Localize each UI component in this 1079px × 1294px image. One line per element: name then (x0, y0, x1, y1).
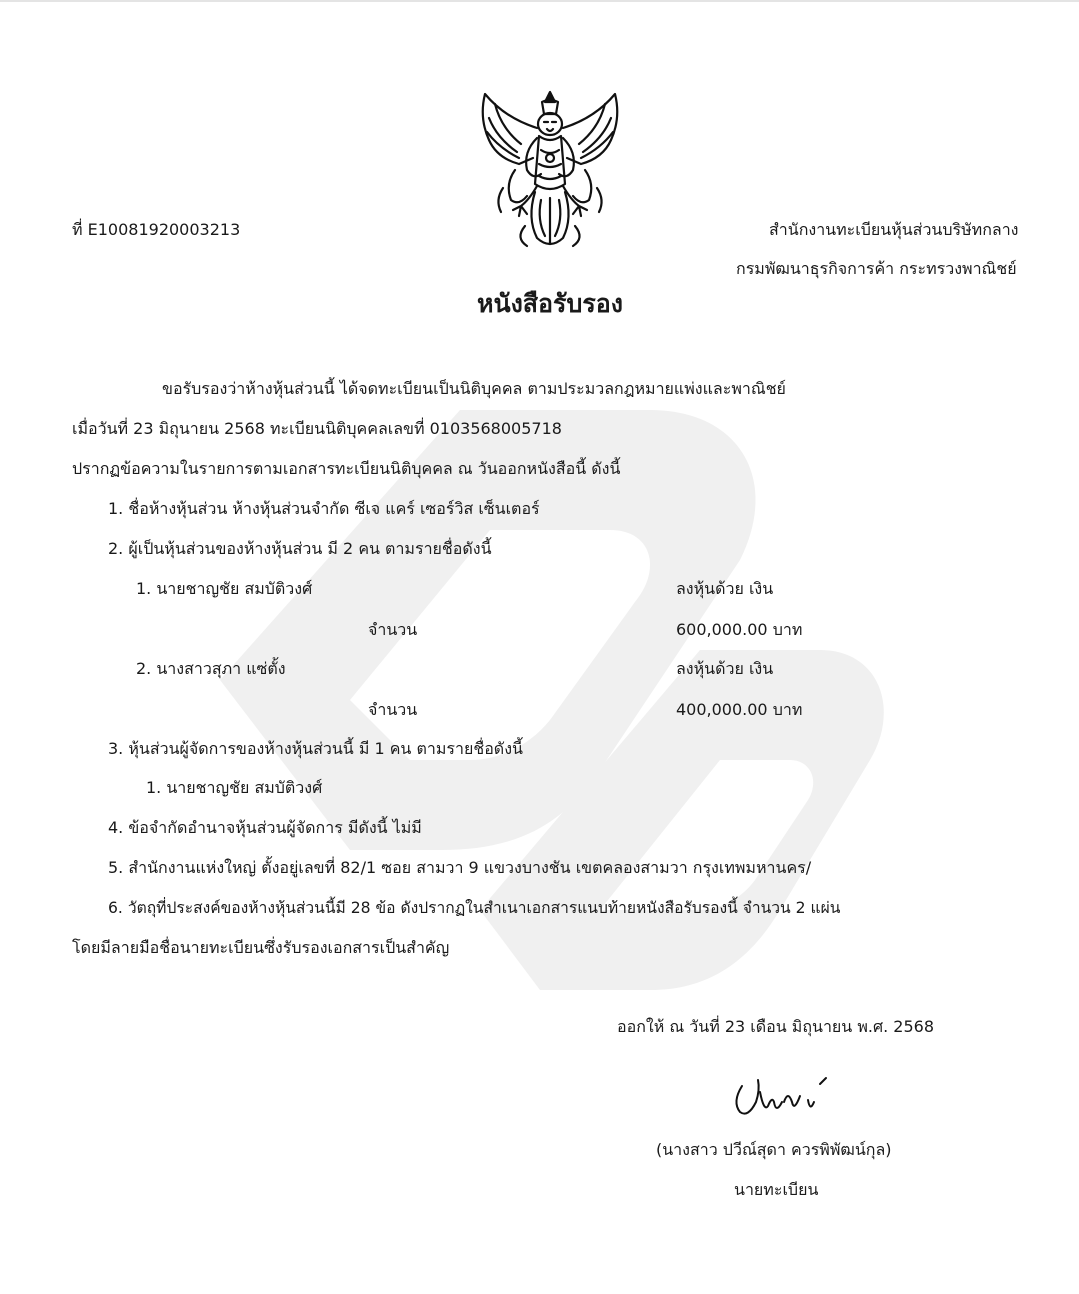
managing-partner-1: 1. นายชาญชัย สมบัติวงศ์ (146, 778, 323, 797)
registrar-signature (728, 1072, 838, 1120)
registrar-title: นายทะเบียน (734, 1180, 819, 1199)
partner-1-name: 1. นายชาญชัย สมบัติวงศ์ (136, 579, 313, 598)
item-authority-limits: 4. ข้อจำกัดอำนาจหุ้นส่วนผู้จัดการ มีดังนี้ ไม่มี (108, 818, 422, 837)
partner-2-contribution: ลงหุ้นด้วย เงิน (676, 659, 774, 678)
registrar-name: (นางสาว ปวีณ์สุดา ควรพิพัฒน์กุล) (656, 1140, 892, 1159)
item-head-office: 5. สำนักงานแห่งใหญ่ ตั้งอยู่เลขที่ 82/1 ซอย สามวา 9 แขวงบางชัน เขตคลองสามวา กรุงเทพมหานคร/ (108, 858, 812, 877)
certification-paragraph-line2: เมื่อวันที่ 23 มิถุนายน 2568 ทะเบียนนิติบุคคลเลขที่ 0103568005718 (72, 419, 562, 438)
page-title: หนังสือรับรอง (477, 289, 623, 318)
garuda-emblem-icon (475, 88, 625, 252)
office-name: สำนักงานทะเบียนหุ้นส่วนบริษัทกลาง (769, 220, 1019, 239)
item-partnership-name: 1. ชื่อห้างหุ้นส่วน ห้างหุ้นส่วนจำกัด ซีเจ แคร์ เซอร์วิส เซ็นเตอร์ (108, 499, 540, 518)
item-managing-partners: 3. หุ้นส่วนผู้จัดการของห้างหุ้นส่วนนี้ มี 1 คน ตามรายชื่อดังนี้ (108, 739, 523, 758)
partner-1-amount-label: จำนวน (368, 620, 418, 639)
partner-2-name: 2. นางสาวสุภา แซ่ตั้ง (136, 659, 286, 678)
partner-1-contribution: ลงหุ้นด้วย เงิน (676, 579, 774, 598)
partner-1-amount: 600,000.00 บาท (676, 620, 803, 639)
item-objectives-line2: โดยมีลายมือชื่อนายทะเบียนซึ่งรับรองเอกสารเป็นสำคัญ (72, 938, 450, 957)
partner-2-amount: 400,000.00 บาท (676, 700, 803, 719)
document-number: ที่ E10081920003213 (72, 220, 241, 239)
certification-paragraph-line1: ขอรับรองว่าห้างหุ้นส่วนนี้ ได้จดทะเบียนเป็นนิติบุคคล ตามประมวลกฎหมายแพ่งและพาณิชย์ (162, 379, 786, 398)
top-border (0, 0, 1079, 2)
item-objectives: 6. วัตถุที่ประสงค์ของห้างหุ้นส่วนนี้มี 28 ข้อ ดังปรากฏในสำเนาเอกสารแนบท้ายหนังสือรับรองนี้ จำนวน 2 แผ่น (108, 899, 841, 917)
certification-paragraph-line3: ปรากฏข้อความในรายการตามเอกสารทะเบียนนิติบุคคล ณ วันออกหนังสือนี้ ดังนี้ (72, 459, 621, 478)
department-name: กรมพัฒนาธุรกิจการค้า กระทรวงพาณิชย์ (736, 259, 1017, 278)
issue-date: ออกให้ ณ วันที่ 23 เดือน มิถุนายน พ.ศ. 2568 (617, 1017, 935, 1036)
item-partners: 2. ผู้เป็นหุ้นส่วนของห้างหุ้นส่วน มี 2 คน ตามรายชื่อดังนี้ (108, 539, 492, 558)
partner-2-amount-label: จำนวน (368, 700, 418, 719)
